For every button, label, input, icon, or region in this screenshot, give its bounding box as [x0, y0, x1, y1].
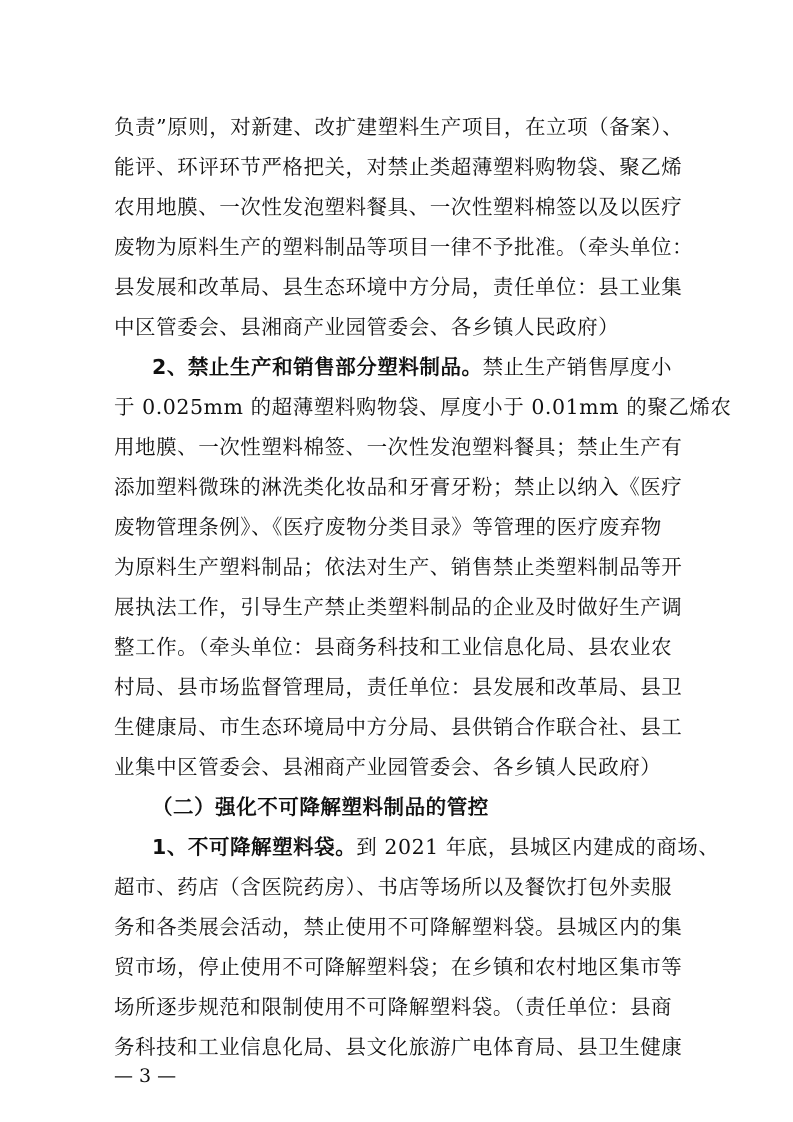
paragraph-line: 中区管委会、县湘商产业园管委会、各乡镇人民政府） [114, 315, 620, 339]
paragraph-line: 负责”原则，对新建、改扩建塑料生产项目，在立项（备案）、 [114, 115, 684, 139]
paragraph-line: 县发展和改革局、县生态环境中方分局，责任单位：县工业集 [114, 275, 683, 299]
section-2-heading: 2、禁止生产和销售部分塑料制品。 [152, 355, 483, 379]
paragraph-line: 贸市场，停止使用不可降解塑料袋；在乡镇和农村地区集市等 [114, 955, 683, 979]
paragraph-line: 农用地膜、一次性发泡塑料餐具、一次性塑料棉签以及以医疗 [114, 195, 683, 219]
paragraph-line: 村局、县市场监督管理局，责任单位：县发展和改革局、县卫 [114, 675, 683, 699]
section-1-first-line-text: 到 2021 年底，县城区内建成的商场、 [356, 835, 720, 859]
section-2-first-line [152, 350, 680, 384]
paragraph-line: 废物管理条例》、《医疗废物分类目录》等管理的医疗废弃物 [114, 515, 662, 539]
section-2-first-line-text: 禁止生产销售厚度小 [482, 355, 673, 379]
paragraph-line: 于 0.025mm 的超薄塑料购物袋、厚度小于 0.01mm 的聚乙烯农 [114, 395, 732, 419]
paragraph-line: 为原料生产塑料制品；依法对生产、销售禁止类塑料制品等开 [114, 555, 683, 579]
paragraph-line: 生健康局、市生态环境局中方分局、县供销合作联合社、县工 [114, 715, 683, 739]
paragraph-line: 用地膜、一次性塑料棉签、一次性发泡塑料餐具；禁止生产有 [114, 435, 683, 459]
paragraph-line: 超市、药店（含医院药房）、书店等场所以及餐饮打包外卖服 [114, 875, 673, 899]
paragraph-line: 废物为原料生产的塑料制品等项目一律不予批准。（牵头单位： [114, 235, 694, 259]
paragraph-line: 务科技和工业信息化局、县文化旅游广电体育局、县卫生健康 [114, 1035, 683, 1059]
paragraph-line: 添加塑料微珠的淋洗类化妆品和牙膏牙粉；禁止以纳入《医疗 [114, 475, 683, 499]
page-number: — 3 — [114, 1065, 177, 1087]
paragraph-line: 整工作。（牵头单位：县商务科技和工业信息化局、县农业农 [114, 635, 673, 659]
section-1-first-line [152, 830, 720, 864]
subsection-heading: （二）强化不可降解塑料制品的管控 [152, 795, 489, 819]
paragraph-line: 展执法工作，引导生产禁止类塑料制品的企业及时做好生产调 [114, 595, 683, 619]
section-1-heading: 1、不可降解塑料袋。 [152, 835, 357, 859]
paragraph-line: 业集中区管委会、县湘商产业园管委会、各乡镇人民政府） [114, 755, 662, 779]
paragraph-line: 务和各类展会活动，禁止使用不可降解塑料袋。县城区内的集 [114, 915, 683, 939]
paragraph-line: 场所逐步规范和限制使用不可降解塑料袋。（责任单位：县商 [114, 995, 673, 1019]
paragraph-line: 能评、环评环节严格把关，对禁止类超薄塑料购物袋、聚乙烯 [114, 155, 683, 179]
